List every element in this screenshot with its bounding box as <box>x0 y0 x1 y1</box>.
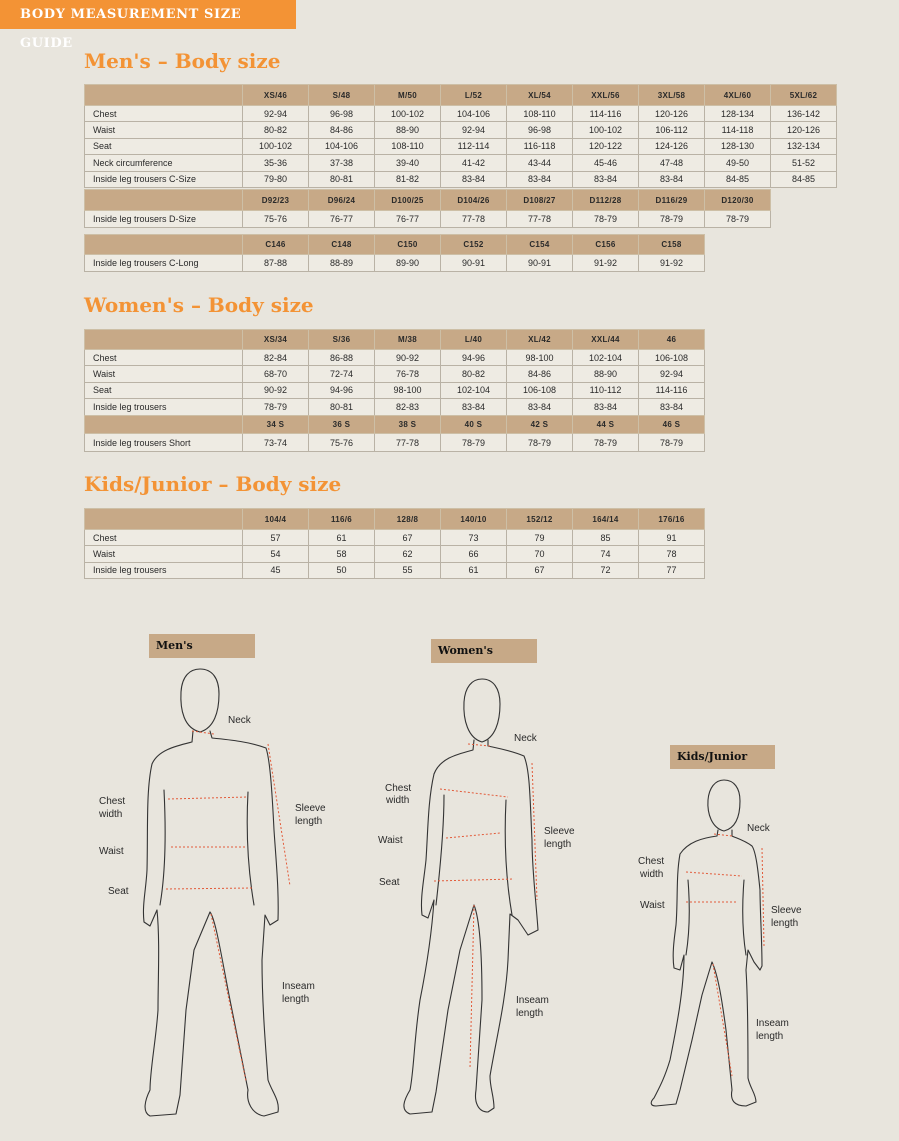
table-cell: 104-106 <box>441 106 507 122</box>
table-cell: 77-78 <box>375 434 441 452</box>
table-cell: 76-78 <box>375 366 441 382</box>
mens-chest-label-2: width <box>99 809 123 820</box>
table-cell: 81-82 <box>375 171 441 187</box>
table-cell: 91 <box>639 530 705 546</box>
table-cell: 100-102 <box>573 122 639 138</box>
size-header: D112/28 <box>573 190 639 211</box>
table-cell: 94-96 <box>441 350 507 366</box>
table-cell: 106-108 <box>639 350 705 366</box>
kids-sleeve-label-2: length <box>771 918 799 929</box>
table-cell: 104-106 <box>309 138 375 154</box>
kids-sleeve-label-1: Sleeve <box>771 905 802 916</box>
size-header: 44 S <box>573 416 639 434</box>
table-cell: 90-92 <box>243 382 309 398</box>
mens-body-outline <box>143 731 278 1116</box>
table-cell: 91-92 <box>573 255 639 272</box>
table-cell: 120-126 <box>771 122 837 138</box>
table-cell: 76-77 <box>309 211 375 228</box>
size-header: D96/24 <box>309 190 375 211</box>
table-cell: 84-85 <box>771 171 837 187</box>
kids-chest-label-1: Chest <box>638 856 665 867</box>
mens-sleeve-label-1: Sleeve <box>295 803 326 814</box>
table-cell: 76-77 <box>375 211 441 228</box>
table-cell: 94-96 <box>309 382 375 398</box>
table-cell: 116-118 <box>507 138 573 154</box>
kids-figure <box>638 780 802 1106</box>
mens-inseam-measure <box>211 914 246 1081</box>
kids-head-outline <box>708 780 740 831</box>
womens-arm-gap-right <box>505 800 512 915</box>
table-cell: 45 <box>243 562 309 578</box>
row-label: Inside leg trousers <box>85 399 243 415</box>
table-cell: 88-90 <box>375 122 441 138</box>
table-cell: 124-126 <box>639 138 705 154</box>
table-cell: 78-79 <box>573 434 639 452</box>
table-cell: 88-90 <box>573 366 639 382</box>
size-header: C148 <box>309 235 375 255</box>
table-cell: 45-46 <box>573 155 639 171</box>
size-header: C156 <box>573 235 639 255</box>
table-cell: 73 <box>441 530 507 546</box>
size-header: XL/54 <box>507 85 573 106</box>
mens-seat-measure <box>166 888 252 889</box>
table-cell: 80-81 <box>309 399 375 415</box>
size-header: D108/27 <box>507 190 573 211</box>
table-cell: 106-112 <box>639 122 705 138</box>
size-header: 152/12 <box>507 509 573 530</box>
womens-neck-measure <box>468 744 490 746</box>
table-cell: 84-86 <box>507 366 573 382</box>
womens-chest-label-1: Chest <box>385 783 412 794</box>
table-cell: 91-92 <box>639 255 705 272</box>
table-cell: 114-116 <box>573 106 639 122</box>
table-cell: 120-126 <box>639 106 705 122</box>
size-header: L/52 <box>441 85 507 106</box>
table-cell: 100-102 <box>375 106 441 122</box>
table-cell: 114-118 <box>705 122 771 138</box>
table-cell: 128-130 <box>705 138 771 154</box>
table-cell: 102-104 <box>573 350 639 366</box>
kids-body-outline <box>651 830 762 1106</box>
table-cell: 68-70 <box>243 366 309 382</box>
table-cell: 70 <box>507 546 573 562</box>
table-cell: 43-44 <box>507 155 573 171</box>
size-header: XS/46 <box>243 85 309 106</box>
womens-seat-measure <box>434 879 514 881</box>
table-cell: 50 <box>309 562 375 578</box>
kids-chest-measure <box>686 872 742 876</box>
table-cell: 55 <box>375 562 441 578</box>
table-cell: 85 <box>573 530 639 546</box>
mens-neck-label: Neck <box>228 715 251 726</box>
table-cell: 112-114 <box>441 138 507 154</box>
size-header: C154 <box>507 235 573 255</box>
table-cell: 37-38 <box>309 155 375 171</box>
table-cell: 61 <box>309 530 375 546</box>
womens-inseam-label-2: length <box>516 1008 544 1019</box>
womens-figure <box>378 679 575 1114</box>
table-cell: 120-122 <box>573 138 639 154</box>
table-cell: 80-82 <box>243 122 309 138</box>
kids-sleeve-measure <box>762 848 764 946</box>
table-cell: 83-84 <box>639 171 705 187</box>
table-cell: 84-85 <box>705 171 771 187</box>
table-cell: 92-94 <box>243 106 309 122</box>
mens-waist-label: Waist <box>99 846 124 857</box>
mens-figure-label: Men's <box>149 634 255 658</box>
row-label: Waist <box>85 546 243 562</box>
table-cell: 47-48 <box>639 155 705 171</box>
womens-chest-label-2: width <box>386 795 410 806</box>
womens-figure-label: Women's <box>431 639 537 663</box>
womens-inseam-measure <box>470 905 474 1068</box>
table-cell: 77-78 <box>507 211 573 228</box>
table-cell: 83-84 <box>573 399 639 415</box>
table-cell: 78-79 <box>639 211 705 228</box>
table-cell: 78-79 <box>639 434 705 452</box>
womens-head-outline <box>464 679 500 742</box>
table-cell: 80-81 <box>309 171 375 187</box>
table-cell: 67 <box>507 562 573 578</box>
size-header: 42 S <box>507 416 573 434</box>
size-header: M/50 <box>375 85 441 106</box>
table-cell: 79-80 <box>243 171 309 187</box>
size-header: 40 S <box>441 416 507 434</box>
table-cell: 77 <box>639 562 705 578</box>
table-cell: 90-92 <box>375 350 441 366</box>
size-header: 164/14 <box>573 509 639 530</box>
table-cell: 83-84 <box>573 171 639 187</box>
table-cell: 58 <box>309 546 375 562</box>
size-header: D116/29 <box>639 190 705 211</box>
size-header: 128/8 <box>375 509 441 530</box>
table-cell: 73-74 <box>243 434 309 452</box>
mens-sleeve-measure <box>268 744 290 886</box>
table-cell: 102-104 <box>441 382 507 398</box>
mens-inseam-label-2: length <box>282 994 310 1005</box>
row-label: Chest <box>85 350 243 366</box>
size-header: 38 S <box>375 416 441 434</box>
mens-chest-label-1: Chest <box>99 796 126 807</box>
womens-chest-measure <box>440 789 508 797</box>
kids-figure-label: Kids/Junior <box>670 745 775 769</box>
size-header: XXL/56 <box>573 85 639 106</box>
row-label: Waist <box>85 122 243 138</box>
size-header: 3XL/58 <box>639 85 705 106</box>
kids-arm-gap-left <box>686 880 689 955</box>
table-cell: 110-112 <box>573 382 639 398</box>
row-label: Chest <box>85 106 243 122</box>
mens-chest-measure <box>168 797 248 799</box>
row-label: Chest <box>85 530 243 546</box>
table-cell: 78-79 <box>705 211 771 228</box>
size-header: 46 <box>639 330 705 350</box>
size-header: M/38 <box>375 330 441 350</box>
size-header: 116/6 <box>309 509 375 530</box>
table-cell: 96-98 <box>309 106 375 122</box>
table-cell: 114-116 <box>639 382 705 398</box>
womens-body-outline <box>404 740 538 1114</box>
row-label: Inside leg trousers <box>85 562 243 578</box>
table-cell: 83-84 <box>639 399 705 415</box>
size-header: 140/10 <box>441 509 507 530</box>
table-cell: 74 <box>573 546 639 562</box>
mens-section-title: Men's – Body size <box>84 49 281 73</box>
table-cell: 98-100 <box>507 350 573 366</box>
womens-sleeve-label-1: Sleeve <box>544 826 575 837</box>
kids-arm-gap-right <box>743 880 746 955</box>
table-cell: 83-84 <box>507 171 573 187</box>
kids-chest-label-2: width <box>640 869 664 880</box>
womens-waist-measure <box>446 833 500 838</box>
kids-inseam-label-2: length <box>756 1031 784 1042</box>
table-cell: 78-79 <box>441 434 507 452</box>
kids-inseam-measure <box>713 964 732 1076</box>
table-cell: 78-79 <box>507 434 573 452</box>
mens-inseam-label-1: Inseam <box>282 981 315 992</box>
table-cell: 39-40 <box>375 155 441 171</box>
size-header: D120/30 <box>705 190 771 211</box>
row-label: Inside leg trousers C-Size <box>85 171 243 187</box>
table-cell: 66 <box>441 546 507 562</box>
table-cell: 79 <box>507 530 573 546</box>
table-cell: 100-102 <box>243 138 309 154</box>
size-header: 36 S <box>309 416 375 434</box>
size-header: C158 <box>639 235 705 255</box>
size-header: S/36 <box>309 330 375 350</box>
table-cell: 49-50 <box>705 155 771 171</box>
womens-seat-label: Seat <box>379 877 400 888</box>
table-cell: 78-79 <box>243 399 309 415</box>
womens-sleeve-label-2: length <box>544 839 572 850</box>
table-cell: 82-84 <box>243 350 309 366</box>
table-cell: 90-91 <box>441 255 507 272</box>
table-cell: 41-42 <box>441 155 507 171</box>
table-cell: 67 <box>375 530 441 546</box>
table-cell: 108-110 <box>507 106 573 122</box>
table-cell: 83-84 <box>507 399 573 415</box>
row-label: Inside leg trousers C-Long <box>85 255 243 272</box>
table-cell: 136-142 <box>771 106 837 122</box>
table-cell: 75-76 <box>243 211 309 228</box>
kids-inseam-label-1: Inseam <box>756 1018 789 1029</box>
size-header: C146 <box>243 235 309 255</box>
kids-waist-label: Waist <box>640 900 665 911</box>
row-label: Inside leg trousers D-Size <box>85 211 243 228</box>
table-cell: 92-94 <box>639 366 705 382</box>
size-header: C152 <box>441 235 507 255</box>
mens-sleeve-label-2: length <box>295 816 323 827</box>
table-cell: 108-110 <box>375 138 441 154</box>
row-label: Seat <box>85 138 243 154</box>
size-header: 104/4 <box>243 509 309 530</box>
table-cell: 128-134 <box>705 106 771 122</box>
table-cell: 87-88 <box>243 255 309 272</box>
row-label: Neck circumference <box>85 155 243 171</box>
table-cell: 82-83 <box>375 399 441 415</box>
size-header: S/48 <box>309 85 375 106</box>
size-header: D100/25 <box>375 190 441 211</box>
table-cell: 57 <box>243 530 309 546</box>
table-cell: 35-36 <box>243 155 309 171</box>
table-cell: 89-90 <box>375 255 441 272</box>
womens-inseam-label-1: Inseam <box>516 995 549 1006</box>
womens-neck-label: Neck <box>514 733 537 744</box>
size-header: XL/42 <box>507 330 573 350</box>
kids-neck-label: Neck <box>747 823 770 834</box>
mens-seat-label: Seat <box>108 886 129 897</box>
table-cell: 84-86 <box>309 122 375 138</box>
size-header: 5XL/62 <box>771 85 837 106</box>
mens-figure <box>98 669 326 1116</box>
table-cell: 83-84 <box>441 399 507 415</box>
size-header: 176/16 <box>639 509 705 530</box>
size-header: 46 S <box>639 416 705 434</box>
table-cell: 106-108 <box>507 382 573 398</box>
mens-head-outline <box>181 669 219 732</box>
row-label: Seat <box>85 382 243 398</box>
table-cell: 78-79 <box>573 211 639 228</box>
table-cell: 51-52 <box>771 155 837 171</box>
size-header: 4XL/60 <box>705 85 771 106</box>
table-cell: 77-78 <box>441 211 507 228</box>
table-cell: 92-94 <box>441 122 507 138</box>
table-cell: 61 <box>441 562 507 578</box>
womens-waist-label: Waist <box>378 835 403 846</box>
table-cell: 80-82 <box>441 366 507 382</box>
size-header: D104/26 <box>441 190 507 211</box>
row-label: Inside leg trousers Short <box>85 434 243 452</box>
kids-section-title: Kids/Junior – Body size <box>84 472 342 496</box>
size-header: D92/23 <box>243 190 309 211</box>
row-label: Waist <box>85 366 243 382</box>
table-cell: 75-76 <box>309 434 375 452</box>
table-cell: 88-89 <box>309 255 375 272</box>
size-header: 34 S <box>243 416 309 434</box>
table-cell: 72-74 <box>309 366 375 382</box>
table-cell: 72 <box>573 562 639 578</box>
table-cell: 78 <box>639 546 705 562</box>
table-cell: 96-98 <box>507 122 573 138</box>
size-header: XXL/44 <box>573 330 639 350</box>
table-cell: 98-100 <box>375 382 441 398</box>
table-cell: 83-84 <box>441 171 507 187</box>
page-banner: BODY MEASUREMENT SIZE GUIDE <box>0 0 296 29</box>
table-cell: 90-91 <box>507 255 573 272</box>
table-cell: 132-134 <box>771 138 837 154</box>
size-header: L/40 <box>441 330 507 350</box>
womens-section-title: Women's – Body size <box>84 293 314 317</box>
size-header: XS/34 <box>243 330 309 350</box>
size-header: C150 <box>375 235 441 255</box>
mens-arm-gap-left <box>160 790 165 905</box>
table-cell: 86-88 <box>309 350 375 366</box>
table-cell: 54 <box>243 546 309 562</box>
womens-sleeve-measure <box>532 763 537 900</box>
table-cell: 62 <box>375 546 441 562</box>
womens-arm-gap-left <box>436 795 444 905</box>
